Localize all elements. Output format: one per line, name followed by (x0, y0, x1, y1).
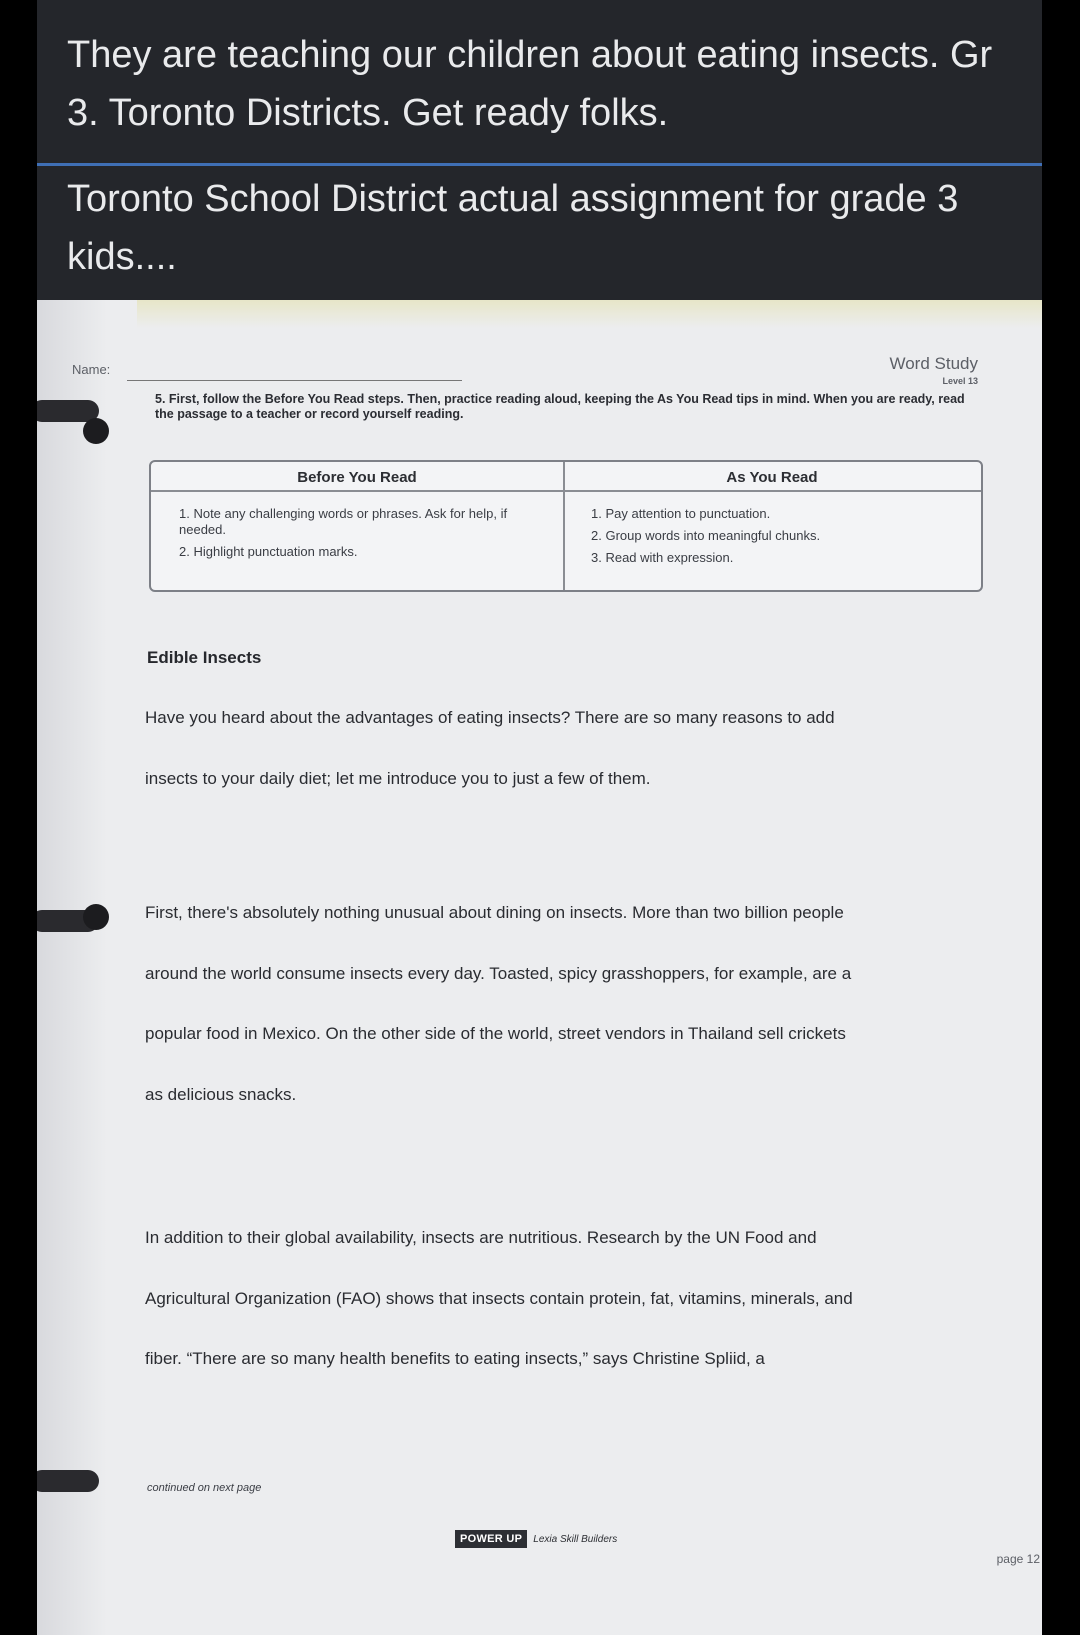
reading-steps-table (149, 460, 983, 592)
binder-hole-icon (83, 904, 109, 930)
word-study-header (889, 354, 978, 386)
as-you-read-header: As You Read (726, 469, 818, 486)
list-item: 2. Highlight punctuation marks. (179, 544, 358, 559)
publisher-logo (455, 1530, 617, 1548)
paper-edge-shadow (37, 300, 107, 1635)
post-caption: They are teaching our children about eating insects. Gr 3. Toronto Districts. Get ready folks. (67, 34, 993, 134)
worksheet-photo (37, 300, 1042, 1635)
paper-top-strip (137, 300, 1042, 328)
list-item: 2. Group words into meaningful chunks. (591, 528, 821, 543)
table-column-divider (563, 462, 565, 590)
power-up-logo: POWER UP (455, 1530, 527, 1548)
list-item: 1. Pay attention to punctuation. (591, 506, 771, 521)
passage-paragraph: First, there's absolutely nothing unusual about dining on insects. More than two billion people around the world consume insects every day. Toasted, spicy grasshoppers, for example, are a popular food in Mexico. On the other side of the world, street vendors in Thailand sell crickets as delicious snacks. (145, 903, 852, 1104)
post-subcaption: Toronto School District actual assignment for grade 3 kids.... (67, 178, 959, 278)
passage-paragraph: In addition to their global availability, insects are nutritious. Research by the UN Food and Agricultural Organization (FAO) shows that insects contain protein, fat, vitamins, minerals, and fiber. “There are so many health benefits to eating insects,” says Christine Spliid, a (145, 1228, 853, 1368)
level-label: Level 13 (942, 376, 978, 386)
page-number: page 12 (996, 1552, 1040, 1566)
category-label: Word Study (889, 354, 978, 373)
passage-title: Edible Insects (147, 648, 262, 667)
name-field-line (127, 380, 462, 381)
list-item: 1. Note any challenging words or phrases. Ask for help, if needed. (179, 506, 508, 537)
caption-divider (37, 163, 1042, 166)
before-you-read-list (179, 506, 529, 566)
table-header-divider (151, 490, 981, 492)
before-you-read-header: Before You Read (297, 469, 417, 486)
passage-paragraph: Have you heard about the advantages of eating insects? There are so many reasons to add insects to your daily diet; let me introduce you to just a few of them. (145, 708, 835, 788)
lexia-logo-text: Lexia Skill Builders (533, 1533, 618, 1545)
continued-note: continued on next page (147, 1482, 262, 1494)
list-item: 3. Read with expression. (591, 550, 734, 565)
binder-hole-icon (83, 418, 109, 444)
instructions: 5. First, follow the Before You Read steps. Then, practice reading aloud, keeping the As You Read tips in mind. When you are ready, read the passage to a teacher or record yourself reading. (155, 392, 965, 421)
name-label: Name: (72, 362, 111, 377)
social-post-header (37, 0, 1042, 300)
as-you-read-list (591, 506, 971, 572)
binder-ring-icon (37, 1470, 99, 1492)
